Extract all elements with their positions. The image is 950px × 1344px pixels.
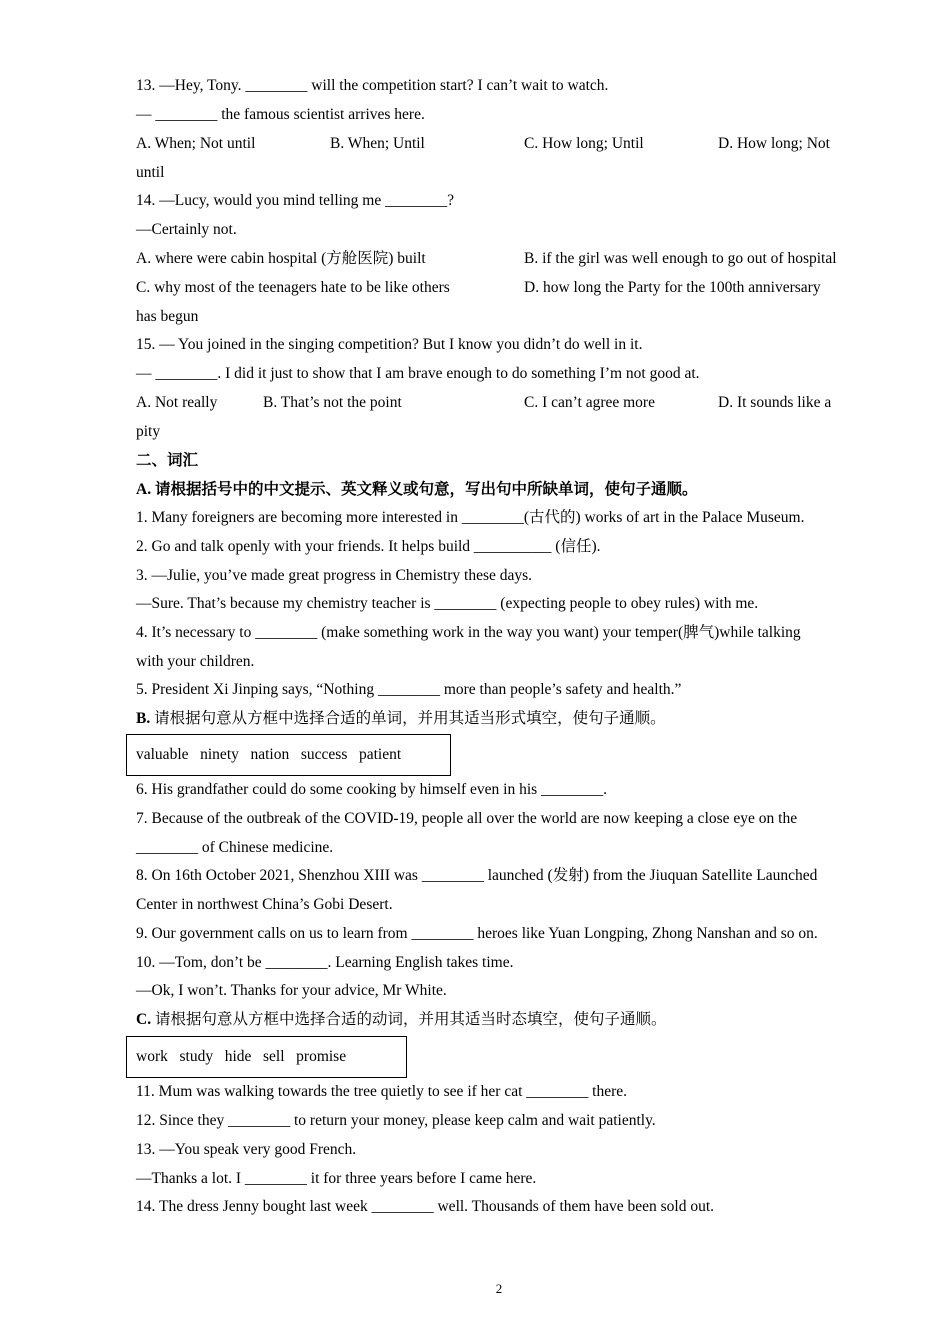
q14-option-c: C. why most of the teenagers hate to be like others [136, 279, 450, 296]
vocab-line: 3. —Julie, you’ve made great progress in Chemistry these days. [136, 567, 533, 584]
part-c-line: 14. The dress Jenny bought last week ________ well. Thousands of them have been sold out. [136, 1198, 715, 1215]
q13-prompt: 13. —Hey, Tony. ________ will the competition start? I can’t wait to watch. [136, 77, 609, 94]
word-box-b-words: valuable ninety nation success patient [136, 746, 402, 763]
word-box-b [126, 734, 451, 776]
part-b-line: 7. Because of the outbreak of the COVID-19, people all over the world are now keeping a close eye on the [136, 810, 798, 827]
vocab-line: 4. It’s necessary to ________ (make something work in the way you want) your temper(脾气)while talking [136, 624, 801, 641]
section-title: 二、词汇 [136, 452, 199, 469]
vocab-line: —Sure. That’s because my chemistry teacher is ________ (expecting people to obey rules) with me. [136, 595, 759, 612]
word-box-c-words: work study hide sell promise [136, 1048, 347, 1065]
part-b-instruction [136, 709, 666, 729]
q15-option-a: A. Not really [136, 394, 218, 411]
part-c-line: 11. Mum was walking towards the tree quietly to see if her cat ________ there. [136, 1083, 627, 1100]
q14-option-d: D. how long the Party for the 100th anniversary [524, 279, 821, 296]
vocab-line: 1. Many foreigners are becoming more interested in ________(古代的) works of art in the Palace Museum. [136, 509, 805, 526]
q14-option-b: B. if the girl was well enough to go out of hospital [524, 250, 837, 267]
part-c-instruction [136, 1010, 666, 1030]
q15-reply: — ________. I did it just to show that I am brave enough to do something I’m not good at. [136, 365, 700, 382]
vocab-line: with your children. [136, 653, 255, 670]
part-c-text: 请根据句意从方框中选择合适的动词，并用其适当时态填空，使句子通顺。 [151, 1011, 667, 1028]
part-b-line: ________ of Chinese medicine. [136, 839, 334, 856]
part-c-label: C. [136, 1011, 152, 1028]
vocab-line: 2. Go and talk openly with your friends. It helps build __________ (信任). [136, 538, 601, 555]
q14-prompt: 14. —Lucy, would you mind telling me ________? [136, 192, 454, 209]
part-c-line: 12. Since they ________ to return your money, please keep calm and wait patiently. [136, 1112, 656, 1129]
q15-option-c: C. I can’t agree more [524, 394, 655, 411]
q13-reply: — ________ the famous scientist arrives here. [136, 106, 425, 123]
q15-option-d-wrap: pity [136, 423, 161, 440]
q14-reply: —Certainly not. [136, 221, 237, 238]
q13-option-a: A. When; Not until [136, 135, 256, 152]
part-b-line: 10. —Tom, don’t be ________. Learning English takes time. [136, 954, 514, 971]
part-c-line: 13. —You speak very good French. [136, 1141, 357, 1158]
word-box-c [126, 1036, 407, 1078]
part-b-line: 6. His grandfather could do some cooking by himself even in his ________. [136, 781, 607, 798]
q14-option-d-wrap: has begun [136, 308, 199, 325]
q13-option-c: C. How long; Until [524, 135, 644, 152]
q13-option-d-wrap: until [136, 164, 165, 181]
part-b-text: 请根据句意从方框中选择合适的单词，并用其适当形式填空，使句子通顺。 [150, 710, 666, 727]
part-b-line: Center in northwest China’s Gobi Desert. [136, 896, 393, 913]
q15-prompt: 15. — You joined in the singing competition? But I know you didn’t do well in it. [136, 336, 643, 353]
q15-option-b: B. That’s not the point [263, 394, 402, 411]
part-a-instruction: A. 请根据括号中的中文提示、英文释义或句意，写出句中所缺单词，使句子通顺。 [136, 481, 698, 498]
q13-option-b: B. When; Until [330, 135, 425, 152]
q13-option-d: D. How long; Not [718, 135, 830, 152]
part-c-line: —Thanks a lot. I ________ it for three years before I came here. [136, 1170, 537, 1187]
q14-option-a: A. where were cabin hospital (方舱医院) built [136, 250, 426, 267]
q15-option-d: D. It sounds like a [718, 394, 832, 411]
part-b-line: 9. Our government calls on us to learn from ________ heroes like Yuan Longping, Zhong Nanshan and so on. [136, 925, 818, 942]
page-number: 2 [495, 1281, 503, 1296]
part-b-label: B. [136, 710, 151, 727]
part-b-line: 8. On 16th October 2021, Shenzhou XIII was ________ launched (发射) from the Jiuquan Satellite Launched [136, 867, 818, 884]
part-b-line: —Ok, I won’t. Thanks for your advice, Mr White. [136, 982, 447, 999]
vocab-line: 5. President Xi Jinping says, “Nothing ________ more than people’s safety and health.” [136, 681, 682, 698]
